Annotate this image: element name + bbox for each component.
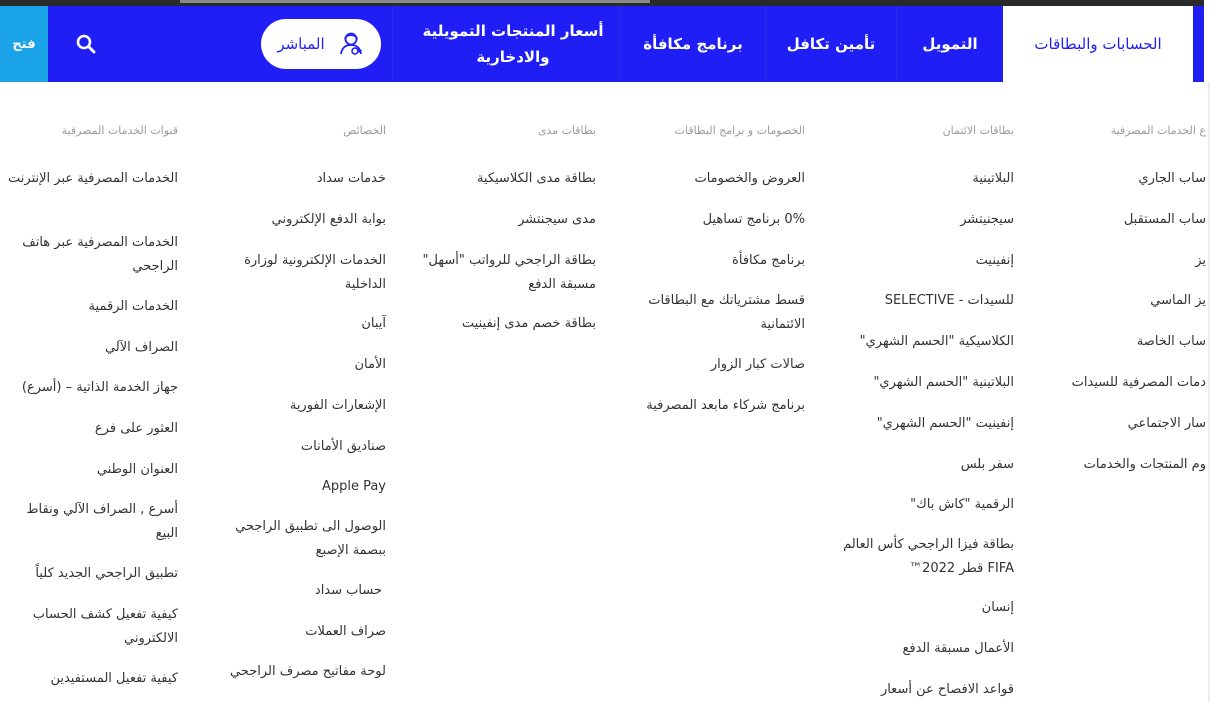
nav-item-accounts-cards[interactable]: الحسابات والبطاقات [1003,6,1193,82]
menu-link[interactable]: ساب المستقبل [1123,212,1206,227]
menu-link[interactable]: صراف العملات [305,624,386,639]
menu-link[interactable]: SELECTIVE - للسيدات [884,293,1014,308]
user-headset-icon [337,30,365,58]
menu-link[interactable]: إنفينيت "الحسم الشهري" [876,416,1014,431]
menu-link[interactable]: الخدمات المصرفية عبر الإنترنت [8,171,178,186]
menu-link[interactable]: سيجنيتشر [960,212,1014,227]
menu-link[interactable]: جهاز الخدمة الذاتية – (أسرع) [21,380,178,395]
column-heading: الخصائص [343,124,386,137]
column-heading: بطاقات مدى [537,124,596,137]
live-chat-button[interactable] [261,19,381,69]
menu-link[interactable]: الخدمات المصرفية عبر هاتف الراجحي [22,235,178,274]
menu-link[interactable]: البلاتينية [972,171,1014,186]
open-account-button[interactable]: فتح [0,6,48,82]
menu-link[interactable]: إنفينيت [975,253,1014,268]
menu-link[interactable]: يز [1195,253,1206,268]
menu-link[interactable]: قواعد الافصاح عن أسعار [880,682,1014,697]
nav-item-financing[interactable]: التمويل [922,35,978,53]
nav-divider [896,6,897,82]
menu-link[interactable]: كيفية تفعيل كشف الحساب الالكتروني [32,607,178,646]
nav-item-rewards[interactable]: برنامج مكافأة [643,35,743,53]
menu-link[interactable]: سار الاجتماعي [1127,416,1206,431]
menu-link[interactable]: بطاقة مدى الكلاسيكية [476,171,596,186]
column-heading: قنوات الخدمات المصرفية [61,124,178,137]
menu-link[interactable]: 0% برنامج تساهيل [702,212,805,227]
menu-link[interactable]: العثور على فرع [94,421,178,436]
menu-link[interactable]: قسط مشترياتك مع البطاقات الائتمانية [648,293,805,332]
menu-link[interactable]: سفر بلس [960,457,1014,472]
menu-link[interactable]: الكلاسيكية "الحسم الشهري" [859,334,1014,349]
menu-link[interactable]: برنامج مكافأة [732,253,805,268]
menu-link[interactable]: آيبان [361,316,386,331]
menu-link[interactable]: بطاقة فيزا الراجحي كأس العالم FIFA قطر 2022™ [843,537,1014,576]
menu-link[interactable]: إنسان [981,600,1014,615]
menu-link[interactable]: الرقمية "كاش باك" [910,497,1014,512]
nav-divider [765,6,766,82]
menu-link[interactable]: صناديق الأمانات [300,439,386,454]
menu-link[interactable]: الأمان [354,357,386,372]
column-heading: الخصومات و برامج البطاقات [674,124,805,137]
menu-link[interactable]: صالات كبار الزوار [710,357,805,372]
main-navigation-bar [0,6,1204,82]
menu-link[interactable]: العنوان الوطني [96,462,178,477]
menu-link[interactable]: يز الماسي [1150,293,1206,308]
menu-link[interactable]: مدى سيجنتشر [518,212,596,227]
menu-link[interactable]: الإشعارات الفورية [289,398,386,413]
menu-link[interactable]: تطبيق الراجحي الجديد كلياً [35,566,178,581]
menu-link[interactable]: الخدمات الإلكترونية لوزارة الداخلية [244,253,386,292]
menu-link[interactable]: برنامج شركاء مابعد المصرفية [646,398,805,413]
menu-link[interactable]: بوابة الدفع الإلكتروني [271,212,386,227]
menu-link[interactable]: الصراف الآلي [104,340,178,355]
nav-divider [392,6,393,82]
column-heading: بطاقات الائتمان [942,124,1014,137]
menu-link[interactable]: كيفية تفعيل المستفيدين [50,671,178,686]
menu-link[interactable]: بطاقة خصم مدى إنفينيت [461,316,596,331]
menu-link[interactable]: البلاتينية "الحسم الشهري" [873,375,1014,390]
column-heading: ع الخدمات المصرفية [1110,124,1206,137]
menu-link[interactable]: الوصول الى تطبيق الراجحي ببصمة الإصبع [235,519,386,558]
menu-link[interactable]: العروض والخصومات [694,171,805,186]
menu-link[interactable]: ساب الجاري [1138,171,1206,186]
nav-item-prices[interactable]: أسعار المنتجات التمويلية والادخارية [422,22,604,66]
menu-link[interactable]: وم المنتجات والخدمات [1083,457,1206,472]
menu-link[interactable]: أسرع , الصراف الآلي ونقاط البيع [26,502,178,541]
menu-link[interactable]: دمات المصرفية للسيدات [1071,375,1206,390]
menu-link[interactable]: الأعمال مسبقة الدفع [902,641,1014,656]
menu-link[interactable]: الخدمات الرقمية [88,299,178,314]
search-button[interactable] [62,26,110,62]
nav-item-takaful[interactable]: تأمين تكافل [786,35,876,53]
menu-link[interactable]: خدمات سداد [316,171,386,186]
live-chat-label: المباشر [277,35,325,53]
menu-link[interactable]: Apple Pay [321,479,386,494]
menu-link[interactable]: لوحة مفاتيح مصرف الراجحي [229,664,386,679]
search-icon [76,34,96,54]
menu-link[interactable]: حساب سداد [314,583,382,598]
menu-link[interactable]: بطاقة الراجحي للرواتب "أسهل" مسبقة الدفع [422,253,596,292]
menu-link[interactable]: ساب الخاصة [1136,334,1206,349]
